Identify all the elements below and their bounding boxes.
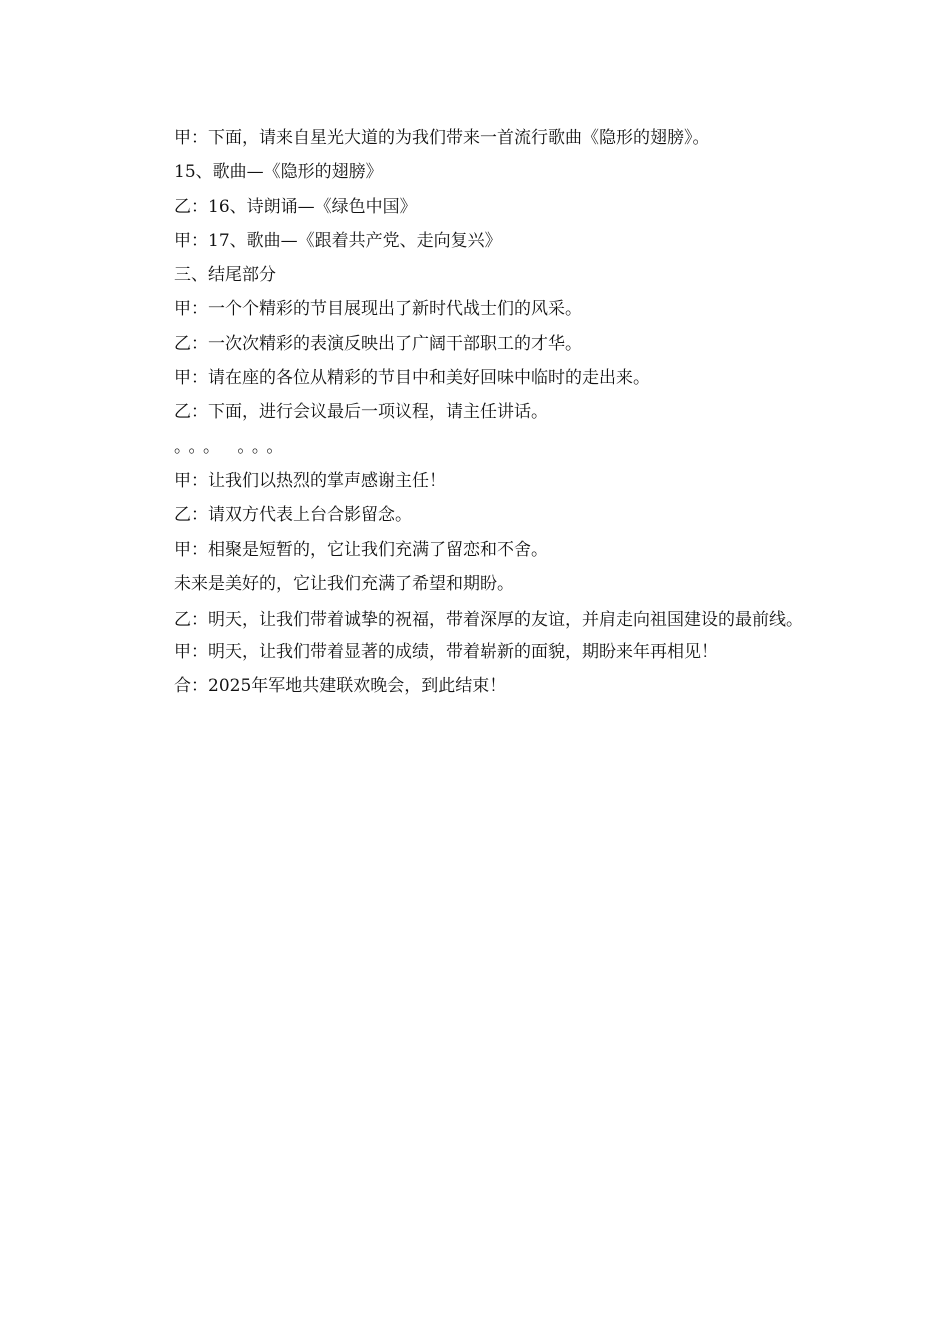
- paragraph: 15、歌曲—《隐形的翅膀》: [174, 162, 383, 183]
- paragraph: 甲：明天，让我们带着显著的成绩，带着崭新的面貌，期盼来年再相见！: [174, 642, 718, 663]
- paragraph: 乙：一次次精彩的表演反映出了广阔干部职工的才华。: [174, 333, 582, 354]
- paragraph: 未来是美好的，它让我们充满了希望和期盼。: [174, 573, 514, 594]
- ellipsis-line: 。。。 。。。: [174, 436, 290, 457]
- paragraph: 甲：让我们以热烈的掌声感谢主任！: [174, 470, 446, 491]
- paragraph: 甲：一个个精彩的节目展现出了新时代战士们的风采。: [174, 299, 582, 320]
- paragraph: 乙：请双方代表上台合影留念。: [174, 505, 412, 526]
- paragraph: 甲：请在座的各位从精彩的节目中和美好回味中临时的走出来。: [174, 368, 650, 389]
- section-heading: 三、结尾部分: [174, 265, 276, 286]
- paragraph: 乙：明天，让我们带着诚挚的祝福，带着深厚的友谊，并肩走向祖国建设的最前线。: [174, 610, 803, 631]
- paragraph: 乙：下面，进行会议最后一项议程，请主任讲话。: [174, 402, 548, 423]
- paragraph: 甲：相聚是短暂的，它让我们充满了留恋和不舍。: [174, 539, 548, 560]
- closing-line: 合：2025年军地共建联欢晚会，到此结束！: [174, 676, 507, 697]
- paragraph: 乙：16、诗朗诵—《绿色中国》: [174, 196, 417, 217]
- document-body: [144, 121, 808, 704]
- paragraph: 甲：下面，请来自星光大道的为我们带来一首流行歌曲《隐形的翅膀》。: [174, 128, 710, 148]
- paragraph: 甲：17、歌曲—《跟着共产党、走向复兴》: [174, 230, 502, 251]
